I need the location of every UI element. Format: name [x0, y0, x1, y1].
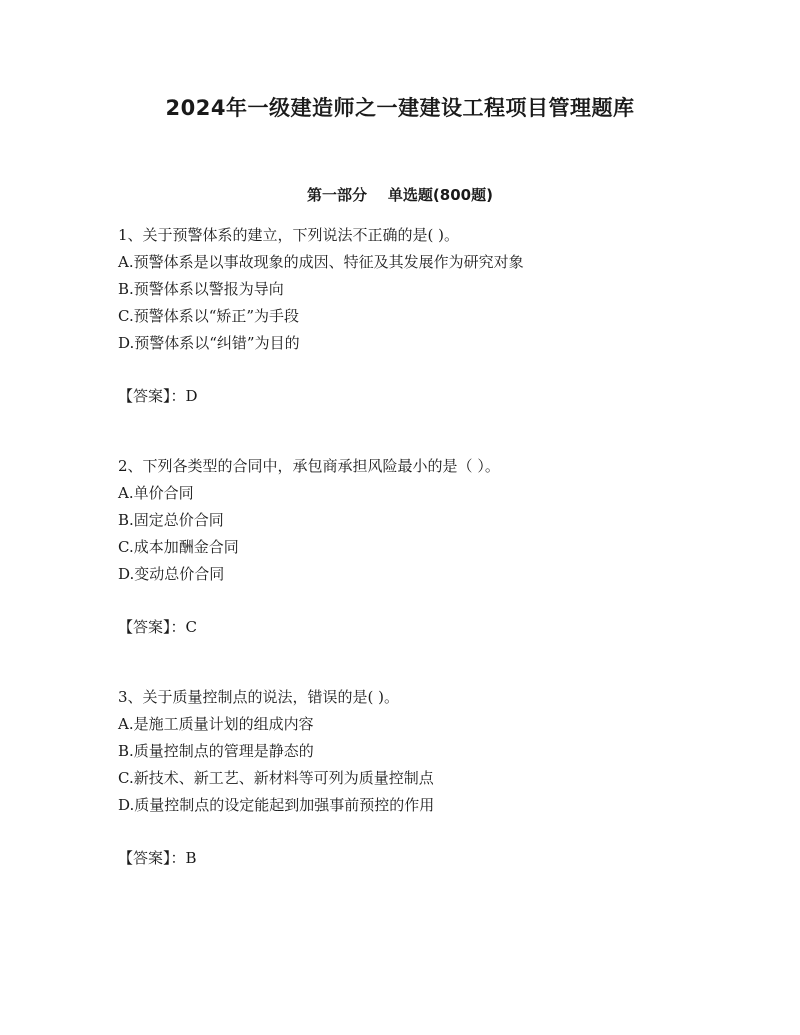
- option-a: A.单价合同: [118, 484, 194, 502]
- option-c: C.新技术、新工艺、新材料等可列为质量控制点: [118, 769, 434, 787]
- question-1: [118, 222, 758, 410]
- option-c: C.成本加酬金合同: [118, 538, 239, 556]
- option-c: C.预警体系以“矫正”为手段: [118, 307, 300, 325]
- answer-line: [118, 383, 758, 410]
- option-d: D.预警体系以“纠错”为目的: [118, 334, 300, 352]
- option-b: B.质量控制点的管理是静态的: [118, 742, 314, 760]
- answer-value: D: [185, 387, 198, 405]
- section-title: 第一部分 单选题(800题): [307, 186, 493, 204]
- option-a: A.预警体系是以事故现象的成因、特征及其发展作为研究对象: [118, 253, 524, 271]
- answer-line: [118, 845, 758, 872]
- option-d: D.变动总价合同: [118, 565, 225, 583]
- question-stem: 2、下列各类型的合同中，承包商承担风险最小的是（ ）。: [118, 457, 500, 475]
- question-stem: 1、关于预警体系的建立，下列说法不正确的是( )。: [118, 226, 460, 244]
- answer-label: 【答案】：: [118, 849, 186, 867]
- answer-label: 【答案】：: [118, 618, 186, 636]
- answer-label: 【答案】：: [118, 387, 186, 405]
- option-a: A.是施工质量计划的组成内容: [118, 715, 314, 733]
- option-b: B.预警体系以警报为导向: [118, 280, 284, 298]
- answer-line: [118, 614, 758, 641]
- question-3: [118, 684, 758, 872]
- question-2: [118, 453, 758, 641]
- option-d: D.质量控制点的设定能起到加强事前预控的作用: [118, 796, 435, 814]
- answer-value: B: [185, 849, 197, 867]
- answer-value: C: [185, 618, 197, 636]
- option-b: B.固定总价合同: [118, 511, 224, 529]
- question-stem: 3、关于质量控制点的说法，错误的是( )。: [118, 688, 400, 706]
- document-title: 2024年一级建造师之一建建设工程项目管理题库: [165, 96, 635, 120]
